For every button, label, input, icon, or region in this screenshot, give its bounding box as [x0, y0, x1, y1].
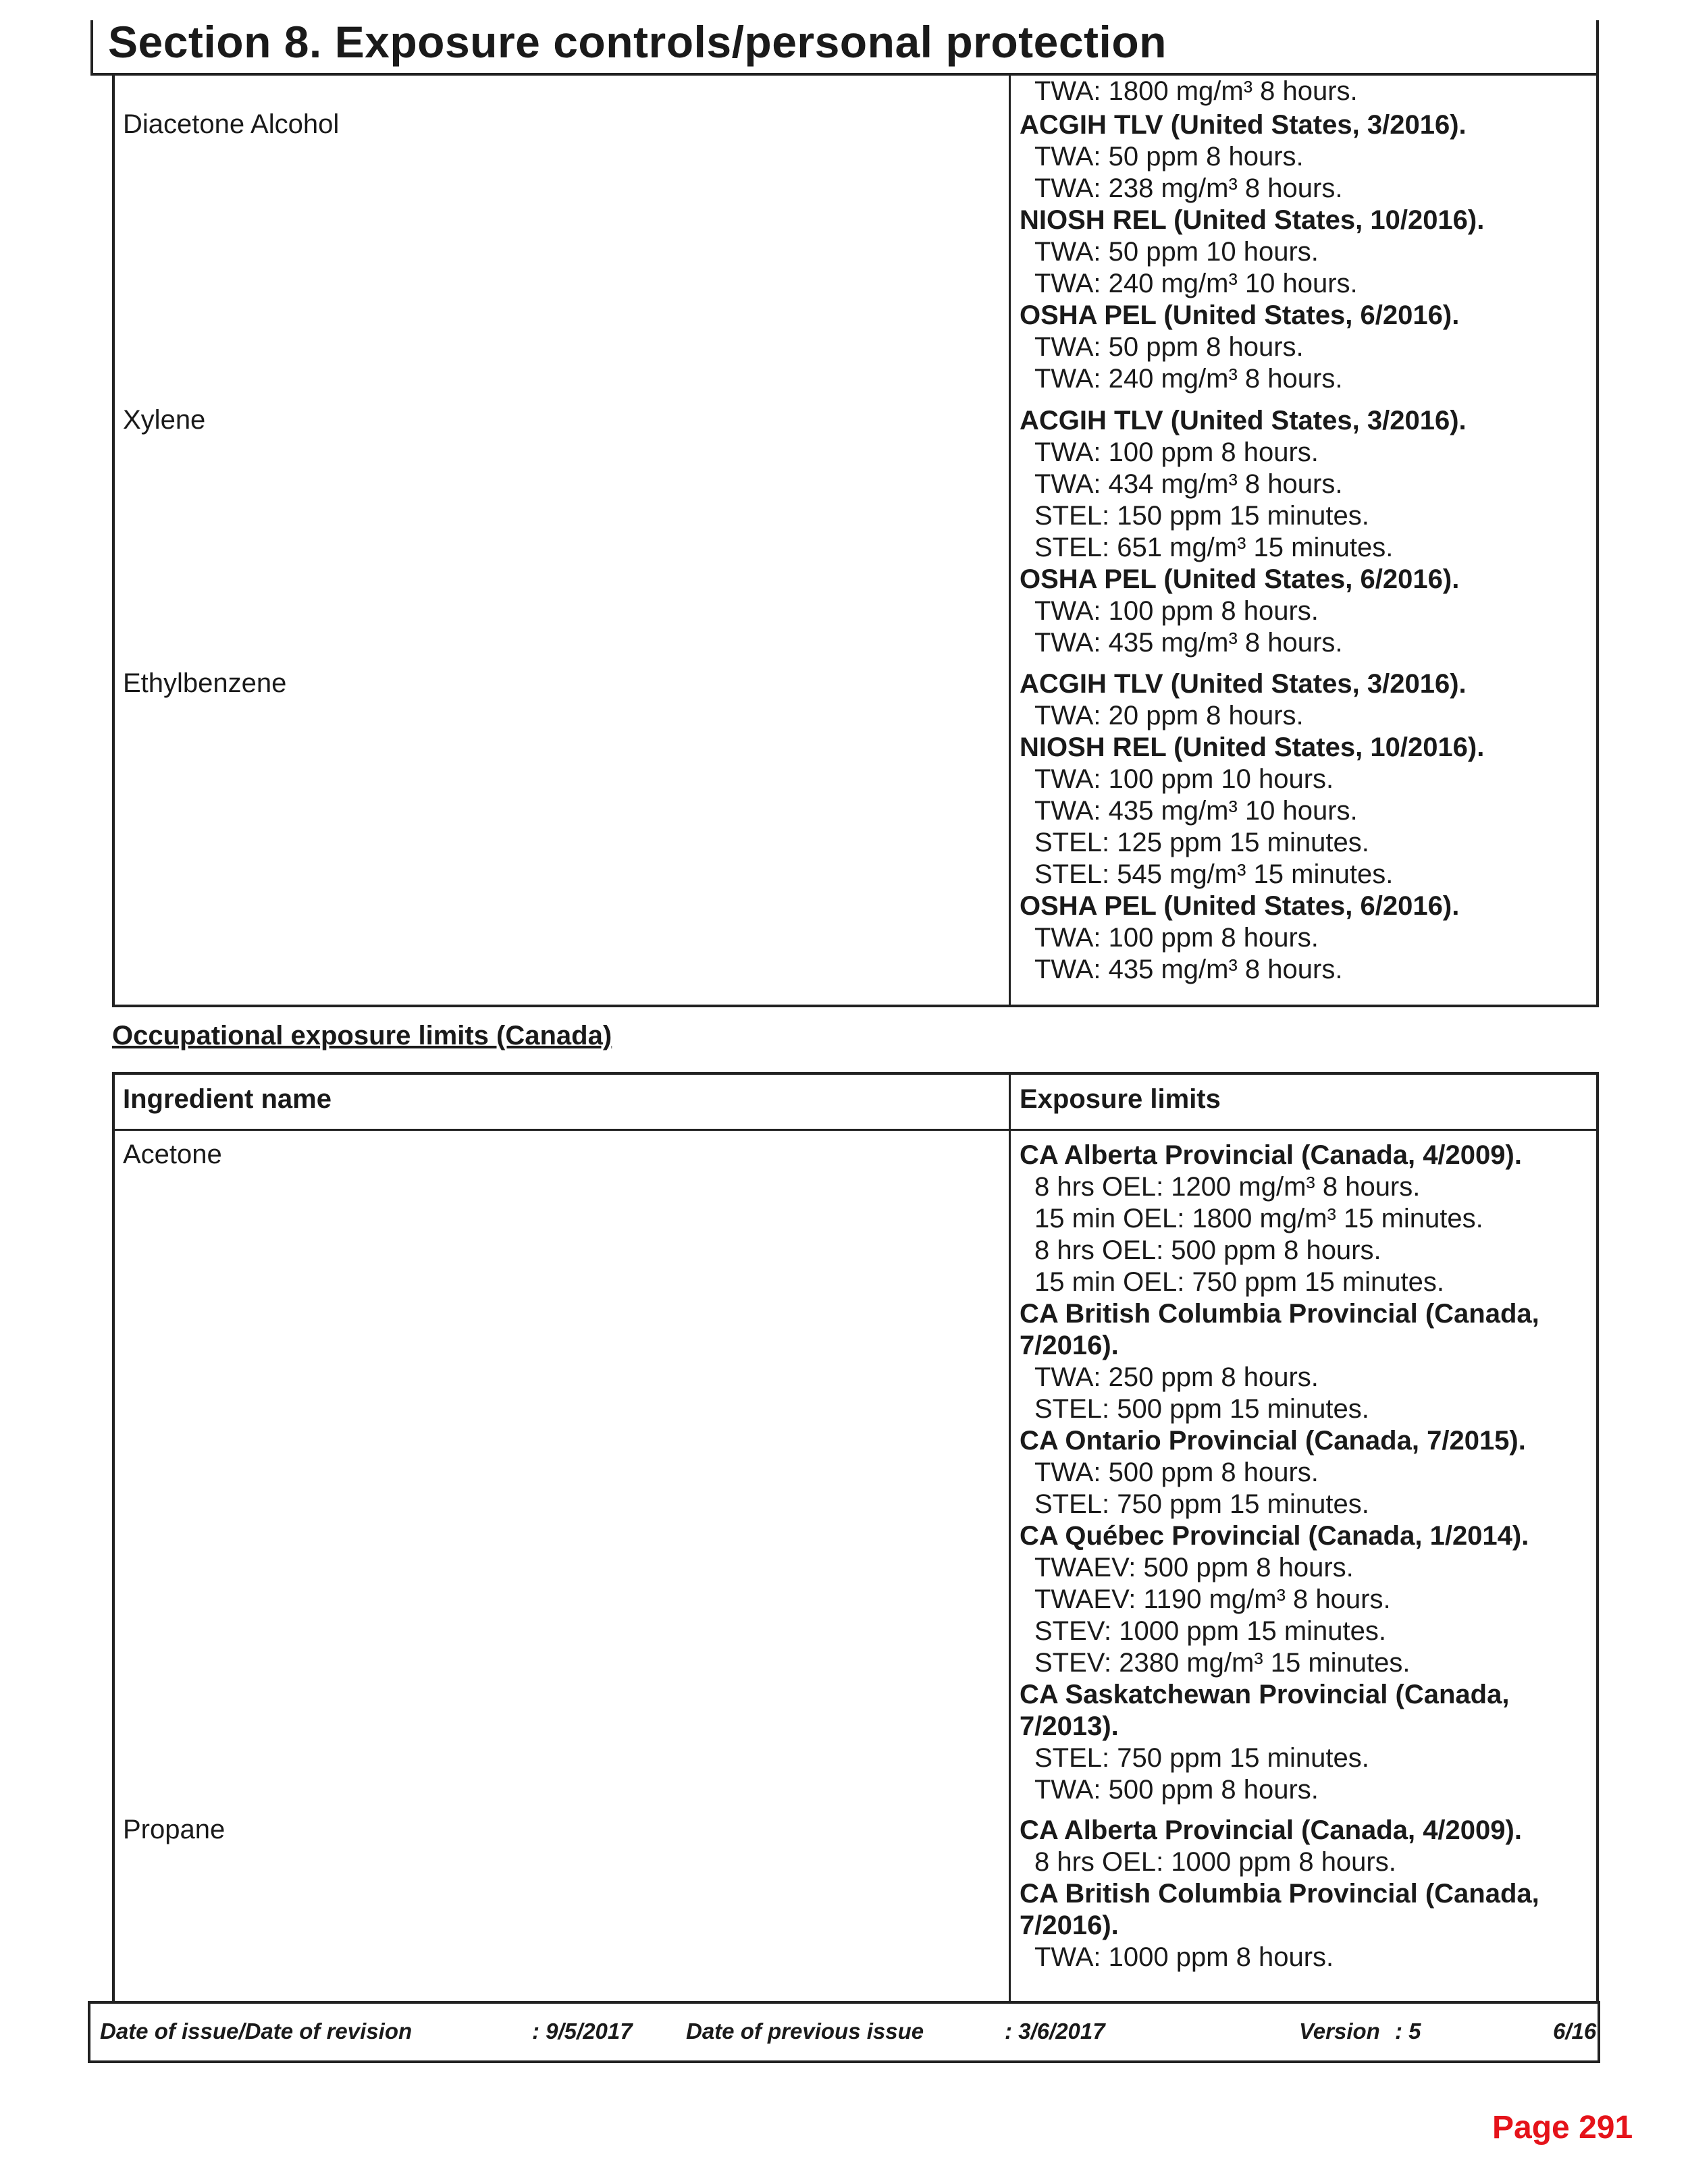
previous-issue-label: Date of previous issue: [686, 2019, 924, 2044]
header-exposure-limits: Exposure limits: [1020, 1084, 1221, 1114]
limit-value-line: TWAEV: 500 ppm 8 hours.: [1034, 1553, 1354, 1582]
limit-value-line: TWA: 240 mg/m³ 10 hours.: [1034, 269, 1358, 298]
limit-value-line: 8 hrs OEL: 1000 ppm 8 hours.: [1034, 1847, 1396, 1877]
agency-line: CA Saskatchewan Provincial (Canada,: [1020, 1680, 1510, 1709]
exposure-limits-cell: [1020, 109, 1484, 395]
limit-value-line: STEL: 750 ppm 15 minutes.: [1034, 1489, 1369, 1519]
issue-date-value: : 9/5/2017: [532, 2019, 633, 2044]
limit-value-line: TWA: 250 ppm 8 hours.: [1034, 1362, 1319, 1392]
exposure-limits-cell: [1020, 76, 1358, 107]
limit-value-line: TWA: 238 mg/m³ 8 hours.: [1034, 174, 1343, 203]
agency-line: 7/2016).: [1020, 1331, 1119, 1360]
canada-exposure-limits-table: [112, 1072, 1599, 2004]
agency-line: OSHA PEL (United States, 6/2016).: [1020, 300, 1460, 330]
limit-value-line: TWA: 100 ppm 10 hours.: [1034, 764, 1334, 794]
page-number: 6/16: [1553, 2019, 1597, 2044]
limit-value-line: TWA: 50 ppm 8 hours.: [1034, 332, 1304, 362]
section-title: Section 8. Exposure controls/personal protection: [108, 17, 1167, 67]
agency-line: NIOSH REL (United States, 10/2016).: [1020, 205, 1485, 235]
limit-value-line: 8 hrs OEL: 500 ppm 8 hours.: [1034, 1235, 1381, 1265]
ingredient-name: Diacetone Alcohol: [123, 109, 340, 139]
limit-value-line: TWA: 1800 mg/m³ 8 hours.: [1034, 76, 1358, 106]
header-ingredient-name: Ingredient name: [123, 1084, 332, 1114]
limit-value-line: 15 min OEL: 750 ppm 15 minutes.: [1034, 1267, 1444, 1297]
agency-line: CA Québec Provincial (Canada, 1/2014).: [1020, 1521, 1529, 1551]
us-exposure-limits-table: [112, 76, 1599, 1007]
agency-line: ACGIH TLV (United States, 3/2016).: [1020, 406, 1467, 435]
limit-value-line: TWA: 20 ppm 8 hours.: [1034, 701, 1304, 730]
ingredient-name: Xylene: [123, 405, 206, 435]
document-footer: [88, 2001, 1600, 2063]
limit-value-line: 15 min OEL: 1800 mg/m³ 15 minutes.: [1034, 1204, 1483, 1233]
limit-value-line: TWA: 500 ppm 8 hours.: [1034, 1458, 1319, 1487]
section-header: [90, 17, 1599, 76]
agency-line: CA Alberta Provincial (Canada, 4/2009).: [1020, 1815, 1522, 1845]
limit-value-line: TWAEV: 1190 mg/m³ 8 hours.: [1034, 1584, 1391, 1614]
column-divider: [1009, 1075, 1011, 2004]
limit-value-line: TWA: 434 mg/m³ 8 hours.: [1034, 469, 1343, 499]
agency-line: CA British Columbia Provincial (Canada,: [1020, 1879, 1539, 1909]
version-label: Version: [1299, 2019, 1380, 2044]
previous-issue-value: : 3/6/2017: [1005, 2019, 1105, 2044]
agency-line: ACGIH TLV (United States, 3/2016).: [1020, 669, 1467, 699]
limit-value-line: STEV: 2380 mg/m³ 15 minutes.: [1034, 1648, 1410, 1678]
exposure-limits-cell: [1020, 405, 1467, 659]
agency-line: CA Alberta Provincial (Canada, 4/2009).: [1020, 1140, 1522, 1170]
limit-value-line: TWA: 435 mg/m³ 8 hours.: [1034, 628, 1343, 658]
limit-value-line: TWA: 100 ppm 8 hours.: [1034, 596, 1319, 626]
limit-value-line: TWA: 240 mg/m³ 8 hours.: [1034, 364, 1343, 394]
limit-value-line: STEL: 545 mg/m³ 15 minutes.: [1034, 859, 1394, 889]
agency-line: ACGIH TLV (United States, 3/2016).: [1020, 110, 1467, 140]
ingredient-name: Ethylbenzene: [123, 668, 287, 698]
limit-value-line: STEL: 750 ppm 15 minutes.: [1034, 1743, 1369, 1773]
agency-line: 7/2016).: [1020, 1911, 1119, 1940]
limit-value-line: TWA: 1000 ppm 8 hours.: [1034, 1942, 1334, 1972]
exposure-limits-cell: [1020, 1140, 1539, 1806]
agency-line: OSHA PEL (United States, 6/2016).: [1020, 564, 1460, 594]
column-divider: [1009, 76, 1011, 1005]
ingredient-name: Propane: [123, 1815, 226, 1844]
ingredient-name: Acetone: [123, 1140, 222, 1169]
limit-value-line: TWA: 50 ppm 8 hours.: [1034, 142, 1304, 171]
agency-line: OSHA PEL (United States, 6/2016).: [1020, 891, 1460, 921]
agency-line: CA British Columbia Provincial (Canada,: [1020, 1299, 1539, 1329]
limit-value-line: TWA: 100 ppm 8 hours.: [1034, 437, 1319, 467]
limit-value-line: STEL: 651 mg/m³ 15 minutes.: [1034, 533, 1394, 562]
limit-value-line: TWA: 435 mg/m³ 10 hours.: [1034, 796, 1358, 826]
limit-value-line: STEL: 125 ppm 15 minutes.: [1034, 828, 1369, 857]
issue-date-label: Date of issue/Date of revision: [100, 2019, 413, 2044]
limit-value-line: TWA: 435 mg/m³ 8 hours.: [1034, 955, 1343, 984]
limit-value-line: TWA: 500 ppm 8 hours.: [1034, 1775, 1319, 1805]
canada-table-caption: Occupational exposure limits (Canada): [112, 1021, 612, 1050]
limit-value-line: 8 hrs OEL: 1200 mg/m³ 8 hours.: [1034, 1172, 1421, 1202]
page-stamp: Page 291: [1492, 2110, 1633, 2146]
agency-line: CA Ontario Provincial (Canada, 7/2015).: [1020, 1426, 1526, 1456]
agency-line: NIOSH REL (United States, 10/2016).: [1020, 733, 1485, 762]
limit-value-line: STEL: 500 ppm 15 minutes.: [1034, 1394, 1369, 1424]
limit-value-line: TWA: 100 ppm 8 hours.: [1034, 923, 1319, 953]
exposure-limits-cell: [1020, 1815, 1539, 1973]
limit-value-line: STEV: 1000 ppm 15 minutes.: [1034, 1616, 1387, 1646]
header-divider: [115, 1129, 1596, 1131]
limit-value-line: TWA: 50 ppm 10 hours.: [1034, 237, 1319, 267]
version-value: : 5: [1395, 2019, 1421, 2044]
exposure-limits-cell: [1020, 668, 1484, 986]
agency-line: 7/2013).: [1020, 1711, 1119, 1741]
limit-value-line: STEL: 150 ppm 15 minutes.: [1034, 501, 1369, 531]
